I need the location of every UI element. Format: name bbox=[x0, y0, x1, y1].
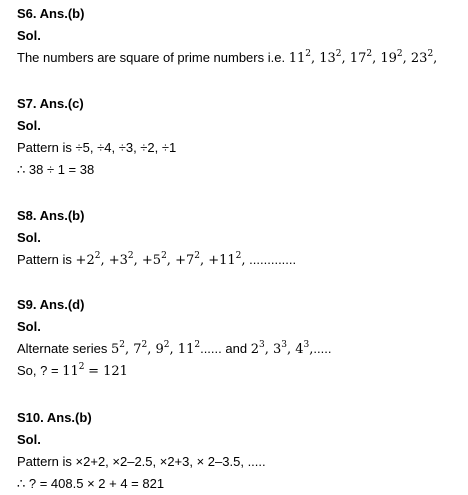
s6-term-separator: , bbox=[433, 51, 438, 66]
s10-heading: S10. Ans.(b) bbox=[17, 410, 92, 425]
s10-pattern: Pattern is ×2+2, ×2–2.5, ×2+3, × 2–3.5, ..... bbox=[17, 454, 266, 469]
s9-cube-term-exponent: 3 bbox=[281, 340, 287, 350]
s6-term-separator: , bbox=[341, 51, 350, 66]
s10-result: ∴ ? = 408.5 × 2 + 4 = 821 bbox=[17, 476, 165, 491]
s8-term bbox=[109, 253, 142, 268]
s7-heading: S7. Ans.(c) bbox=[17, 96, 84, 111]
s9-square-term-exponent: 2 bbox=[141, 340, 148, 350]
s9-so-power bbox=[62, 364, 84, 379]
s6-term-separator: , bbox=[402, 51, 411, 66]
s9-cube-term bbox=[295, 342, 313, 357]
s8-term-base: +11 bbox=[208, 253, 236, 268]
s6-term-base: 19 bbox=[380, 51, 397, 66]
s6-term bbox=[289, 51, 320, 66]
s8-pattern bbox=[17, 252, 296, 269]
s6-term-base: 11 bbox=[288, 51, 306, 66]
s9-square-term bbox=[111, 342, 133, 357]
s6-text: The numbers are square of prime numbers i.e. bbox=[17, 50, 286, 65]
s6-heading: S6. Ans.(b) bbox=[17, 6, 85, 21]
s8-square-terms bbox=[76, 253, 246, 268]
s8-prefix: Pattern is bbox=[17, 252, 72, 267]
s9-square-term-separator: , bbox=[147, 342, 156, 357]
s9-cube-term-separator: , bbox=[286, 342, 296, 357]
s9-cube-term-exponent: 3 bbox=[258, 340, 265, 350]
s9-square-term-base: 11 bbox=[177, 342, 195, 357]
s9-cube-term bbox=[251, 342, 273, 357]
s8-term bbox=[208, 253, 245, 268]
s8-term-exponent: 2 bbox=[194, 251, 200, 261]
s9-square-term-base: 5 bbox=[110, 342, 120, 357]
s9-square-term bbox=[133, 342, 155, 357]
s9-cube-series bbox=[251, 342, 314, 357]
s8-term-separator: , bbox=[241, 253, 246, 268]
s6-term-separator: , bbox=[310, 51, 320, 66]
s9-square-term-exponent: 2 bbox=[119, 340, 125, 350]
s8-suffix: ............. bbox=[249, 252, 297, 267]
s6-term-exponent: 2 bbox=[366, 49, 373, 59]
s9-sol-label: Sol. bbox=[17, 319, 41, 334]
s9-cube-term-exponent: 3 bbox=[303, 340, 310, 350]
s9-square-term-base: 7 bbox=[133, 342, 142, 357]
s6-term bbox=[350, 51, 381, 66]
s8-term-exponent: 2 bbox=[127, 251, 134, 261]
s9-so-result: = 121 bbox=[88, 364, 128, 379]
s6-term bbox=[380, 51, 411, 66]
s8-term-separator: , bbox=[100, 253, 109, 268]
s8-term-separator: , bbox=[199, 253, 209, 268]
s9-cube-term-separator: , bbox=[309, 342, 314, 357]
s8-term-base: +2 bbox=[75, 253, 95, 268]
s6-term-exponent: 2 bbox=[335, 49, 342, 59]
s9-cube-term-base: 4 bbox=[295, 342, 304, 357]
s6-prime-squares bbox=[289, 51, 438, 66]
s9-so-base: 11 bbox=[62, 364, 79, 379]
s9-heading: S9. Ans.(d) bbox=[17, 297, 85, 312]
s9-result bbox=[17, 363, 128, 380]
s9-square-term-exponent: 2 bbox=[194, 340, 201, 350]
s10-sol-label: Sol. bbox=[17, 432, 41, 447]
s9-mid: ...... and bbox=[200, 341, 248, 356]
s8-term-exponent: 2 bbox=[94, 251, 101, 261]
s8-term-exponent: 2 bbox=[235, 251, 242, 261]
s9-cube-term-separator: , bbox=[264, 342, 273, 357]
s7-sol-label: Sol. bbox=[17, 118, 41, 133]
s9-prefix: Alternate series bbox=[17, 341, 108, 356]
s6-sol-label: Sol. bbox=[17, 28, 41, 43]
s6-term-exponent: 2 bbox=[427, 49, 434, 59]
s9-square-term bbox=[156, 342, 178, 357]
s6-term-exponent: 2 bbox=[305, 49, 311, 59]
s9-tail: ..... bbox=[313, 341, 332, 356]
s9-square-term-separator: , bbox=[124, 342, 134, 357]
s8-term-separator: , bbox=[133, 253, 142, 268]
s9-cube-term-base: 2 bbox=[250, 342, 259, 357]
s6-term-base: 13 bbox=[319, 51, 336, 66]
s8-term-separator: , bbox=[166, 253, 176, 268]
s6-term-base: 23 bbox=[410, 51, 428, 66]
s8-term bbox=[175, 253, 208, 268]
s7-result: ∴ 38 ÷ 1 = 38 bbox=[17, 162, 95, 177]
s9-so-exponent: 2 bbox=[78, 362, 85, 372]
s9-cube-term bbox=[273, 342, 295, 357]
s6-term-separator: , bbox=[372, 51, 381, 66]
s8-term bbox=[76, 253, 109, 268]
s6-term bbox=[319, 51, 350, 66]
s8-heading: S8. Ans.(b) bbox=[17, 208, 85, 223]
s6-explanation bbox=[17, 50, 437, 67]
s8-term-base: +7 bbox=[175, 253, 195, 268]
s8-term bbox=[142, 253, 175, 268]
s9-series bbox=[17, 341, 331, 358]
s7-pattern: Pattern is ÷5, ÷4, ÷3, ÷2, ÷1 bbox=[17, 140, 177, 155]
s9-square-term bbox=[178, 342, 200, 357]
s8-sol-label: Sol. bbox=[17, 230, 41, 245]
s8-term-exponent: 2 bbox=[161, 251, 167, 261]
s9-square-series bbox=[111, 342, 200, 357]
s9-square-term-base: 9 bbox=[155, 342, 164, 357]
s6-term-base: 17 bbox=[349, 51, 367, 66]
s9-square-term-exponent: 2 bbox=[163, 340, 170, 350]
s9-so-prefix: So, ? = bbox=[17, 363, 59, 378]
s9-cube-term-base: 3 bbox=[272, 342, 282, 357]
s6-term-exponent: 2 bbox=[396, 49, 403, 59]
s6-term bbox=[411, 51, 437, 66]
s8-term-base: +5 bbox=[141, 253, 162, 268]
s8-term-base: +3 bbox=[108, 253, 128, 268]
s9-square-term-separator: , bbox=[169, 342, 178, 357]
